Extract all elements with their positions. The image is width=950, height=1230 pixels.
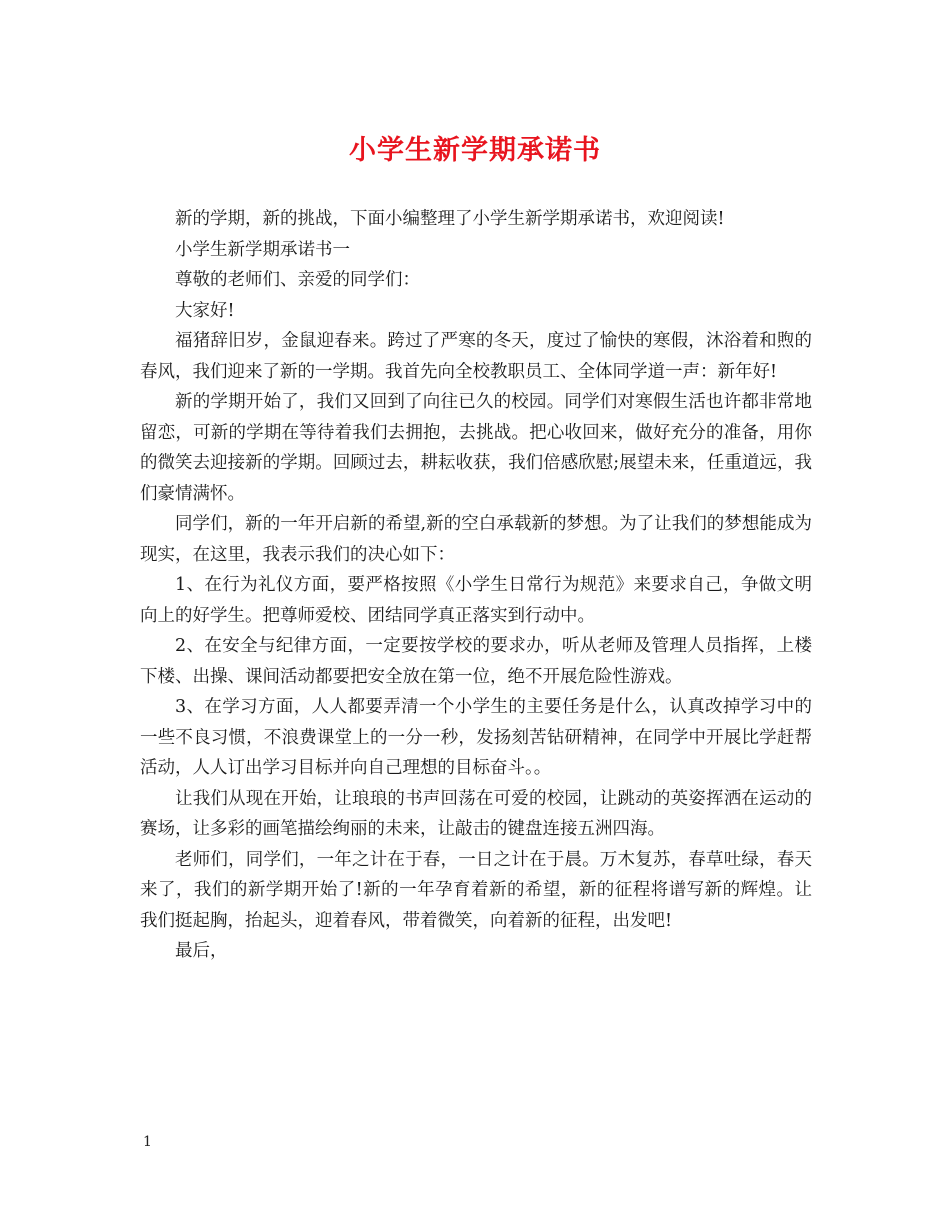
body-paragraph: 1、在行为礼仪方面，要严格按照《小学生日常行为规范》来要求自己，争做文明向上的好学生。把尊师爱校、团结同学真正落实到行动中。 bbox=[140, 575, 812, 626]
body-paragraph: 3、在学习方面，人人都要弄清一个小学生的主要任务是什么，认真改掉学习中的一些不良习惯，不浪费课堂上的一分一秒，发扬刻苦钻研精神，在同学中开展比学赶帮活动，人人订出学习目标并向自己理想的目标奋斗。。 bbox=[140, 697, 812, 778]
body-paragraph: 最后， bbox=[175, 941, 228, 961]
body-paragraph: 大家好! bbox=[175, 300, 235, 321]
page-number: 1 bbox=[143, 1134, 152, 1150]
document-title: 小学生新学期承诺书 bbox=[349, 135, 601, 166]
body-paragraph: 2、在安全与纪律方面，一定要按学校的要求办，听从老师及管理人员指挥，上楼下楼、出操、课间活动都要把安全放在第一位，绝不开展危险性游戏。 bbox=[140, 636, 812, 687]
body-paragraph: 尊敬的老师们、亲爱的同学们： bbox=[175, 270, 420, 290]
body-paragraph: 福猪辞旧岁，金鼠迎春来。跨过了严寒的冬天，度过了愉快的寒假，沐浴着和煦的春风，我们迎来了新的一学期。我首先向全校教职员工、全体同学道一声：新年好! bbox=[140, 331, 812, 382]
body-paragraph: 新的学期开始了，我们又回到了向往已久的校园。同学们对寒假生活也许都非常地留恋，可新的学期在等待着我们去拥抱，去挑战。把心收回来，做好充分的准备，用你的微笑去迎接新的学期。回顾过去，耕耘收获，我们倍感欣慰;展望未来，任重道远，我们豪情满怀。 bbox=[140, 392, 812, 504]
body-paragraph: 新的学期，新的挑战，下面小编整理了小学生新学期承诺书，欢迎阅读! bbox=[175, 209, 725, 229]
body-paragraph: 小学生新学期承诺书一 bbox=[175, 239, 350, 260]
body-paragraph: 让我们从现在开始，让琅琅的书声回荡在可爱的校园，让跳动的英姿挥洒在运动的赛场，让多彩的画笔描绘绚丽的未来，让敲击的键盘连接五洲四海。 bbox=[140, 788, 812, 839]
body-paragraph: 老师们，同学们，一年之计在于春，一日之计在于晨。万木复苏，春草吐绿，春天来了，我们的新学期开始了!新的一年孕育着新的希望，新的征程将谱写新的辉煌。让我们挺起胸，抬起头，迎着春风，带着微笑，向着新的征程，出发吧! bbox=[140, 849, 812, 931]
body-paragraph: 同学们，新的一年开启新的希望,新的空白承载新的梦想。为了让我们的梦想能成为现实，在这里，我表示我们的决心如下： bbox=[140, 514, 812, 565]
document-body bbox=[140, 204, 812, 967]
